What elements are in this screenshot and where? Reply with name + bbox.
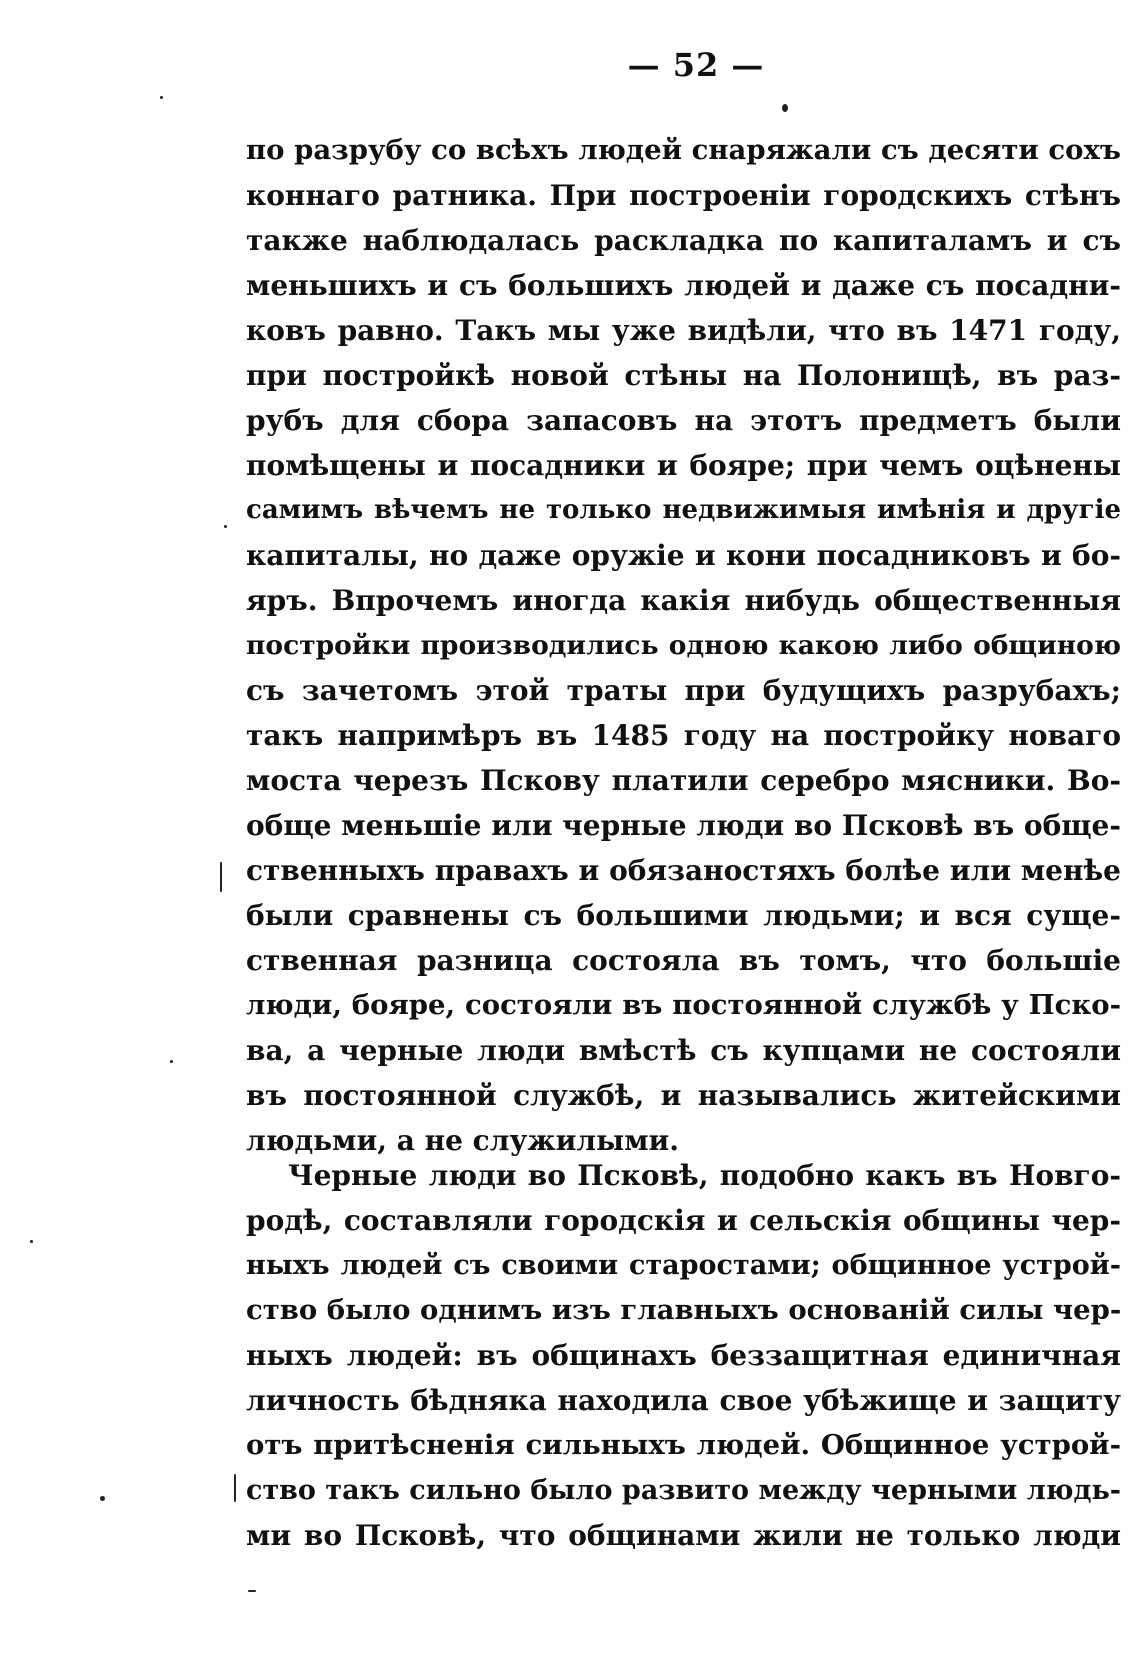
text-line: съ зачетомъ этой траты при будущихъ разрубахъ;: [246, 674, 1121, 707]
text-line: самимъ вѣчемъ не только недвижимыя имѣнія и другіе: [246, 495, 1121, 525]
text-line: были сравнены съ большими людьми; и вся суще-: [246, 899, 1121, 932]
text-line: ныхъ людей: въ общинахъ беззащитная единичная: [246, 1339, 1121, 1372]
text-line: такъ напримѣръ въ 1485 году на постройку новаго: [246, 719, 1121, 752]
scan-speck: [224, 525, 227, 528]
text-line: личность бѣдняка находила свое убѣжище и защиту: [246, 1384, 1121, 1417]
text-line: людьми, а не служилыми.: [246, 1124, 680, 1157]
text-line: ственныхъ правахъ и обязаностяхъ болѣе или менѣе: [246, 854, 1121, 887]
scan-speck: [30, 1240, 33, 1243]
scan-speck: [248, 1590, 256, 1592]
text-line: моста черезъ Пскову платили серебро мясники. Во-: [246, 764, 1121, 797]
scan-speck: [160, 96, 163, 99]
paragraph-2: [246, 1153, 1121, 1558]
text-line: ми во Псковѣ, что общинами жили не только люди: [246, 1519, 1121, 1552]
text-line: ковъ равно. Такъ мы уже видѣли, что въ 1471 году,: [246, 314, 1121, 347]
text-line: рубъ для сбора запасовъ на этотъ предметъ были: [246, 404, 1121, 437]
text-line: по разрубу со всѣхъ людей снаряжали съ десяти сохъ: [246, 134, 1121, 166]
text-line: ва, а черные люди вмѣстѣ съ купцами не состояли: [246, 1034, 1121, 1067]
paragraph-1: [246, 128, 1121, 1163]
text-line: въ постоянной службѣ, и назывались житейскими: [246, 1079, 1121, 1112]
text-line: ство было однимъ изъ главныхъ основаній силы чер-: [246, 1294, 1122, 1326]
scan-speck: [782, 104, 788, 112]
text-line: отъ притѣсненія сильныхъ людей. Общинное устрой-: [246, 1429, 1121, 1461]
text-line: при постройкѣ новой стѣны на Полонищѣ, въ раз-: [246, 359, 1121, 392]
scan-speck: [220, 862, 222, 892]
text-line: ныхъ людей съ своими старостами; общинное устрой-: [246, 1250, 1121, 1281]
text-line: постройки производились одною какою либо общиною: [246, 630, 1121, 661]
text-line: помѣщены и посадники и бояре; при чемъ оцѣнены: [246, 449, 1121, 482]
text-line: также наблюдалась раскладка по капиталамъ и съ: [246, 224, 1121, 257]
text-line: капиталы, но даже оружіе и кони посадниковъ и бо-: [246, 539, 1121, 572]
text-line: родѣ, составляли городскія и сельскія общины чер-: [246, 1204, 1121, 1237]
scan-speck: [234, 1474, 236, 1502]
scan-speck: [100, 1496, 105, 1501]
text-line: ственная разница состояла въ томъ, что большіе: [246, 944, 1121, 977]
text-line: яръ. Впрочемъ иногда какія нибудь общественныя: [246, 584, 1121, 617]
page-number: — 52 —: [627, 46, 765, 84]
text-line: Черные люди во Псковѣ, подобно какъ въ Новго-: [288, 1159, 1121, 1192]
text-line: коннаго ратника. При построеніи городскихъ стѣнъ: [246, 179, 1121, 212]
text-line: меньшихъ и съ большихъ людей и даже съ посадни-: [246, 269, 1121, 302]
scan-speck: [170, 1060, 173, 1063]
text-line: ство такъ сильно было развито между черными людь-: [246, 1475, 1121, 1506]
text-line: люди, бояре, состояли въ постоянной службѣ у Пско-: [246, 989, 1121, 1021]
text-line: обще меньшіе или черные люди во Псковѣ въ обще-: [246, 809, 1121, 842]
